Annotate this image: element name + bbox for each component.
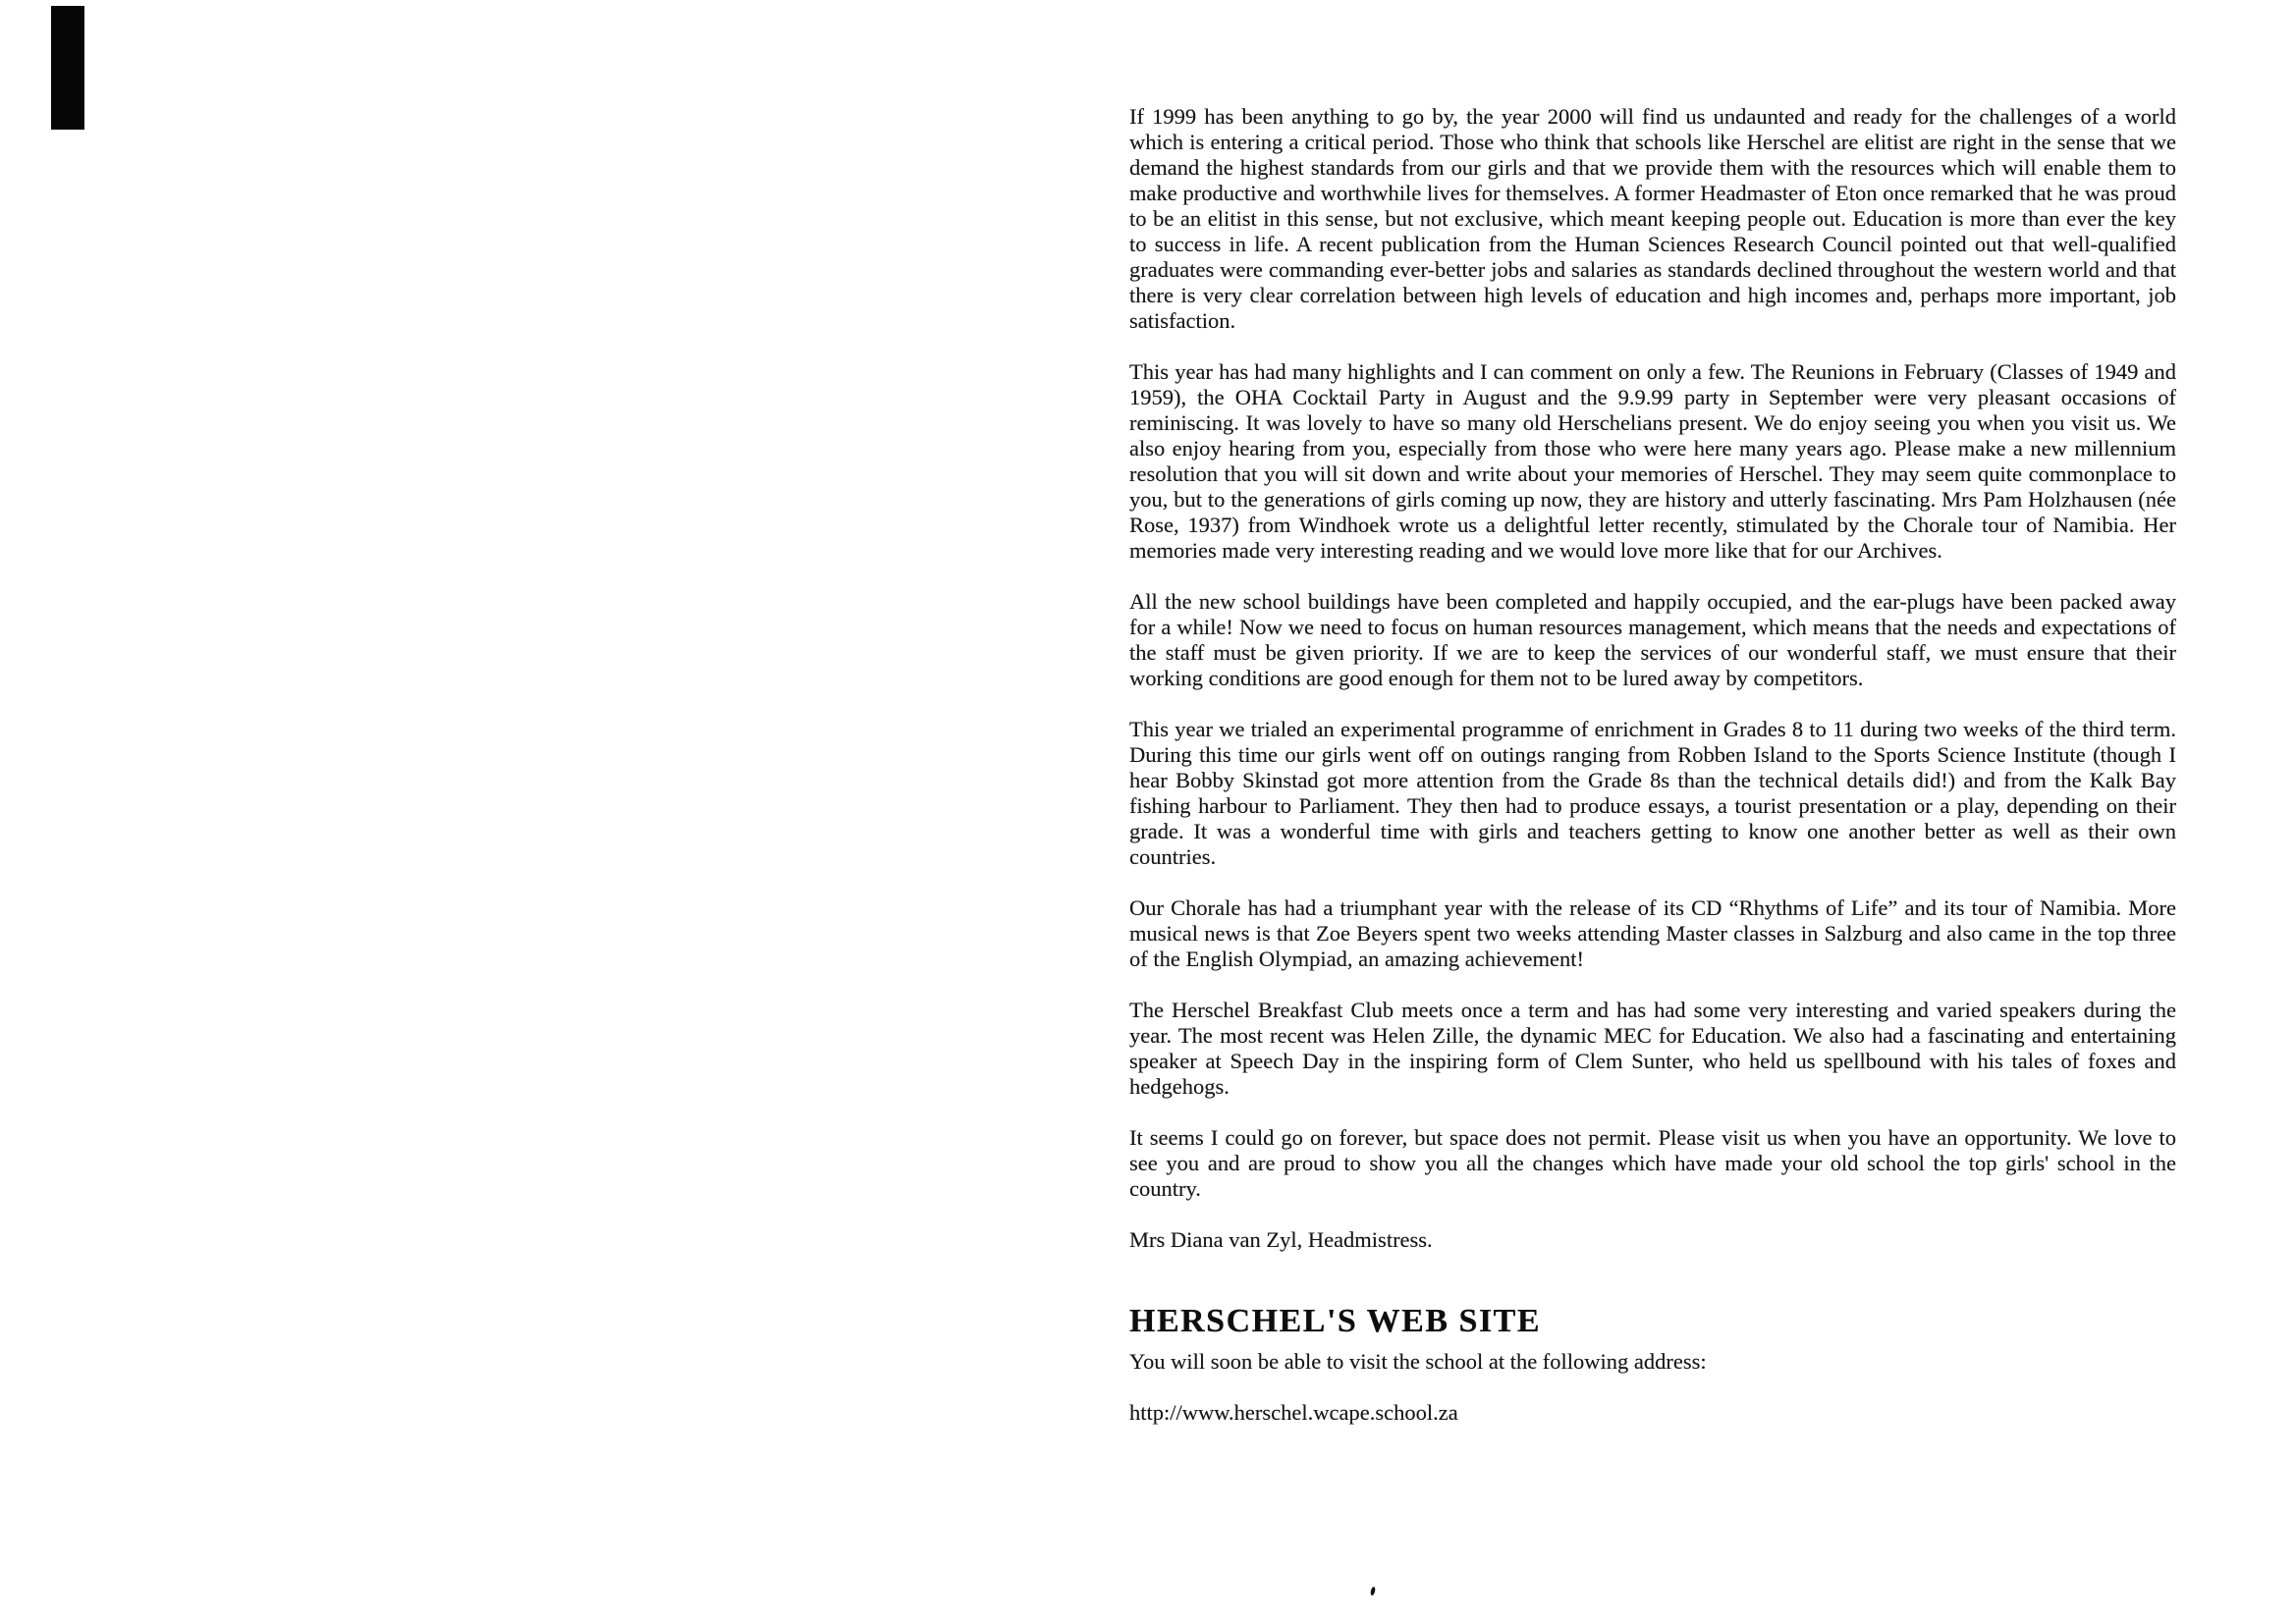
letter-paragraph: This year has had many highlights and I can comment on only a few. The Reunions in February (Classes of 1949 and 1959), the OHA Cocktail Party in August and the 9.9.99 party in September were very pleasant occasions of reminiscing. It was lovely to have so many old Herschelians present. We do enjoy seeing you when you visit us. We also enjoy hearing from you, especially from those who were here many years ago. Please make a new millennium resolution that you will sit down and write about your memories of Herschel. They may seem quite commonplace to you, but to the generations of girls coming up now, they are history and utterly fascinating. Mrs Pam Holzhausen (née Rose, 1937) from Windhoek wrote us a delightful letter recently, stimulated by the Chorale tour of Namibia. Her memories made very interesting reading and we would love more like that for our Archives. xyxy=(1129,359,2176,563)
scanner-edge-mark xyxy=(51,6,84,130)
letter-paragraph: If 1999 has been anything to go by, the year 2000 will find us undaunted and ready for the challenges of a world which is entering a critical period. Those who think that schools like Herschel are elitist are right in the sense that we demand the highest standards from our girls and that we provide them with the resources which will enable them to make productive and worthwhile lives for themselves. A former Headmaster of Eton once remarked that he was proud to be an elitist in this sense, but not exclusive, which meant keeping people out. Education is more than ever the key to success in life. A recent publication from the Human Sciences Research Council pointed out that well-qualified graduates were commanding ever-better jobs and salaries as standards declined throughout the western world and that there is very clear correlation between high levels of education and high incomes and, perhaps more important, job satisfaction. xyxy=(1129,104,2176,333)
letter-paragraph: All the new school buildings have been completed and happily occupied, and the ear-plugs have been packed away for a while! Now we need to focus on human resources management, which means that the needs and expectations of the staff must be given priority. If we are to keep the services of our wonderful staff, we must ensure that their working conditions are good enough for them not to be lured away by competitors. xyxy=(1129,589,2176,690)
letter-paragraph: The Herschel Breakfast Club meets once a term and has had some very interesting and varied speakers during the year. The most recent was Helen Zille, the dynamic MEC for Education. We also had a fascinating and entertaining speaker at Speech Day in the inspiring form of Clem Sunter, who held us spellbound with his tales of foxes and hedgehogs. xyxy=(1129,998,2176,1099)
letter-paragraph: Our Chorale has had a triumphant year with the release of its CD “Rhythms of Life” and its tour of Namibia. More musical news is that Zoe Beyers spent two weeks attending Master classes in Salzburg and also came in the top three of the English Olympiad, an amazing achievement! xyxy=(1129,895,2176,971)
web-site-url: http://www.herschel.wcape.school.za xyxy=(1129,1400,1458,1425)
signature-line: Mrs Diana van Zyl, Headmistress. xyxy=(1129,1227,1433,1252)
letter-paragraph: It seems I could go on forever, but space does not permit. Please visit us when you have an opportunity. We love to see you and are proud to show you all the changes which have made your old school the top girls' school in the country. xyxy=(1129,1125,2176,1201)
letter-paragraph: This year we trialed an experimental programme of enrichment in Grades 8 to 11 during two weeks of the third term. During this time our girls went off on outings ranging from Robben Island to the Sports Science Institute (though I hear Bobby Skinstad got more attention from the Grade 8s than the technical details did!) and from the Kalk Bay fishing harbour to Parliament. They then had to produce essays, a tourist presentation or a play, depending on their grade. It was a wonderful time with girls and teachers getting to know one another better as well as their own countries. xyxy=(1129,717,2176,869)
web-site-heading: HERSCHEL'S WEB SITE xyxy=(1129,1303,1542,1339)
letter-body xyxy=(1129,104,2176,1451)
web-site-intro: You will soon be able to visit the school at the following address: xyxy=(1129,1349,1707,1374)
ink-speck xyxy=(1370,1587,1376,1597)
